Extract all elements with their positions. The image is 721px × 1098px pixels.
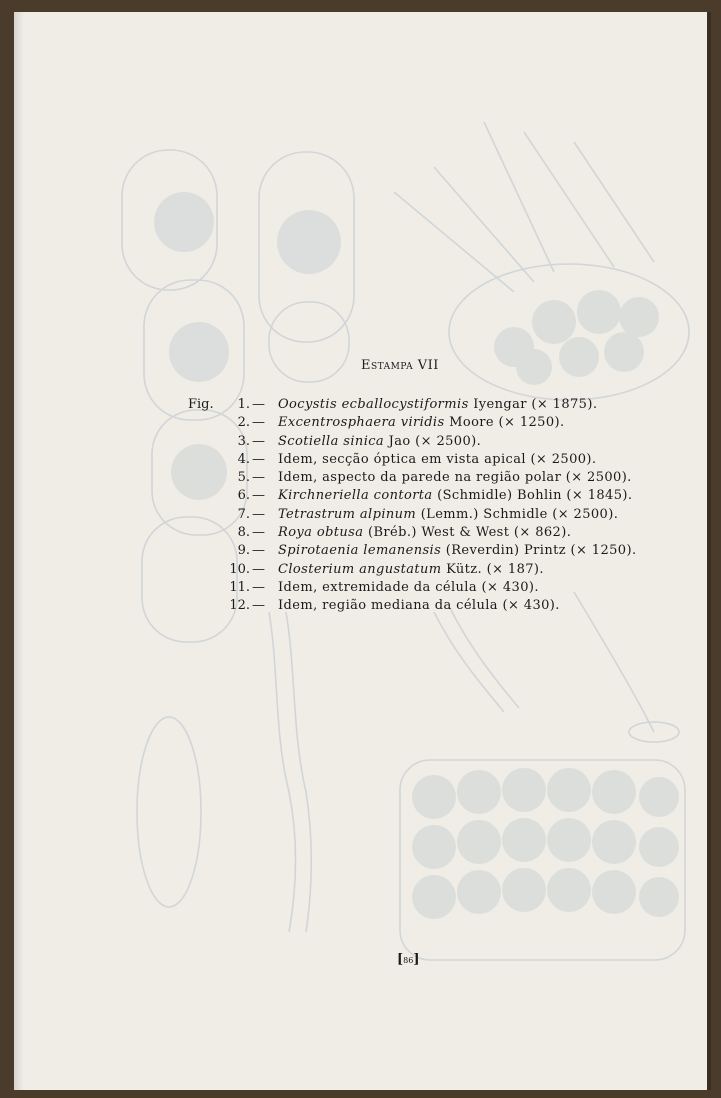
dash: —	[252, 451, 265, 467]
fig-number: 4.	[237, 451, 250, 467]
taxon-details: Jao (× 2500).	[388, 433, 482, 449]
legend-text	[278, 433, 481, 451]
legend-row-3	[186, 433, 656, 451]
taxon-details: Idem, aspecto da parede na região polar (× 2500).	[278, 470, 632, 486]
fig-number: 12.	[229, 598, 250, 614]
taxon-name: Closterium angustatum	[278, 561, 442, 577]
legend-row-12	[186, 597, 656, 615]
taxon-name: Spirotaenia lemanensis	[278, 543, 442, 559]
taxon-details: Idem, extremidade da célula (× 430).	[278, 579, 539, 595]
legend-text	[278, 524, 571, 542]
fig-number: 6.	[237, 488, 250, 504]
legend-row-7	[186, 506, 656, 524]
legend-row-4	[186, 451, 656, 469]
plate-title-text: Estampa VII	[361, 358, 439, 373]
fig-number: 9.	[237, 543, 250, 559]
legend-row-10	[186, 561, 656, 579]
taxon-name: Tetrastrum alpinum	[278, 506, 417, 522]
fig-number: 11.	[229, 579, 250, 595]
fig-label: Fig.	[188, 397, 214, 412]
taxon-name: Roya obtusa	[278, 525, 364, 541]
taxon-details: Moore (× 1250).	[449, 415, 565, 431]
dash: —	[252, 433, 265, 449]
page-number-open: [	[397, 952, 404, 967]
legend-row-2	[186, 414, 656, 432]
legend-row-5	[186, 469, 656, 487]
taxon-details: (Schmidle) Bohlin (× 1845).	[437, 488, 633, 504]
bleed-filament-2	[286, 612, 311, 932]
legend-text	[278, 542, 636, 560]
fig-number: 2.	[237, 415, 250, 431]
taxon-details: (Lemm.) Schmidle (× 2500).	[420, 506, 619, 522]
legend-row-6	[186, 487, 656, 505]
dash: —	[252, 525, 265, 541]
page-number-close: ]	[413, 952, 420, 967]
dash: —	[252, 598, 265, 614]
plate-title	[361, 358, 439, 373]
legend-text	[278, 487, 632, 505]
taxon-details: Kütz. (× 187).	[446, 561, 544, 577]
taxon-details: (Bréb.) West & West (× 862).	[367, 525, 572, 541]
taxon-name: Scotiella sinica	[278, 433, 385, 449]
figure-legend	[186, 396, 656, 616]
taxon-details: Iyengar (× 1875).	[473, 397, 598, 412]
fig-number: 8.	[237, 525, 250, 541]
taxon-details: Idem, região mediana da célula (× 430).	[278, 598, 560, 614]
dash: —	[252, 561, 265, 577]
dash: —	[252, 470, 265, 486]
taxon-details: Idem, secção óptica em vista apical (× 2500).	[278, 451, 597, 467]
plate-page	[14, 12, 711, 1090]
legend-text	[278, 451, 596, 469]
taxon-details: (Reverdin) Printz (× 1250).	[445, 543, 637, 559]
legend-row-11	[186, 579, 656, 597]
legend-row-8	[186, 524, 656, 542]
dash: —	[252, 506, 265, 522]
dash: —	[252, 415, 265, 431]
fig-number: 3.	[237, 433, 250, 449]
bleed-filament-3	[434, 612, 504, 712]
legend-text	[278, 414, 565, 432]
legend-text	[278, 469, 632, 487]
dash: —	[252, 397, 265, 412]
dash: —	[252, 579, 265, 595]
legend-text	[278, 396, 597, 414]
bleed-elongated-cell	[137, 717, 201, 907]
fig-number: 10.	[229, 561, 250, 577]
fig-number: 5.	[237, 470, 250, 486]
taxon-name: Excentrosphaera viridis	[278, 415, 445, 431]
legend-row-1	[186, 396, 656, 414]
legend-text	[278, 506, 618, 524]
dash: —	[252, 488, 265, 504]
legend-row-9	[186, 542, 656, 560]
page-number	[397, 952, 420, 967]
legend-text	[278, 597, 560, 615]
legend-text	[278, 579, 539, 597]
fig-number: 1.	[237, 397, 250, 412]
fig-number: 7.	[237, 506, 250, 522]
dash: —	[252, 543, 265, 559]
page-number-value: 86	[403, 956, 414, 965]
legend-text	[278, 561, 544, 579]
taxon-name: Oocystis ecballocystiformis	[278, 397, 469, 412]
taxon-name: Kirchneriella contorta	[278, 488, 433, 504]
